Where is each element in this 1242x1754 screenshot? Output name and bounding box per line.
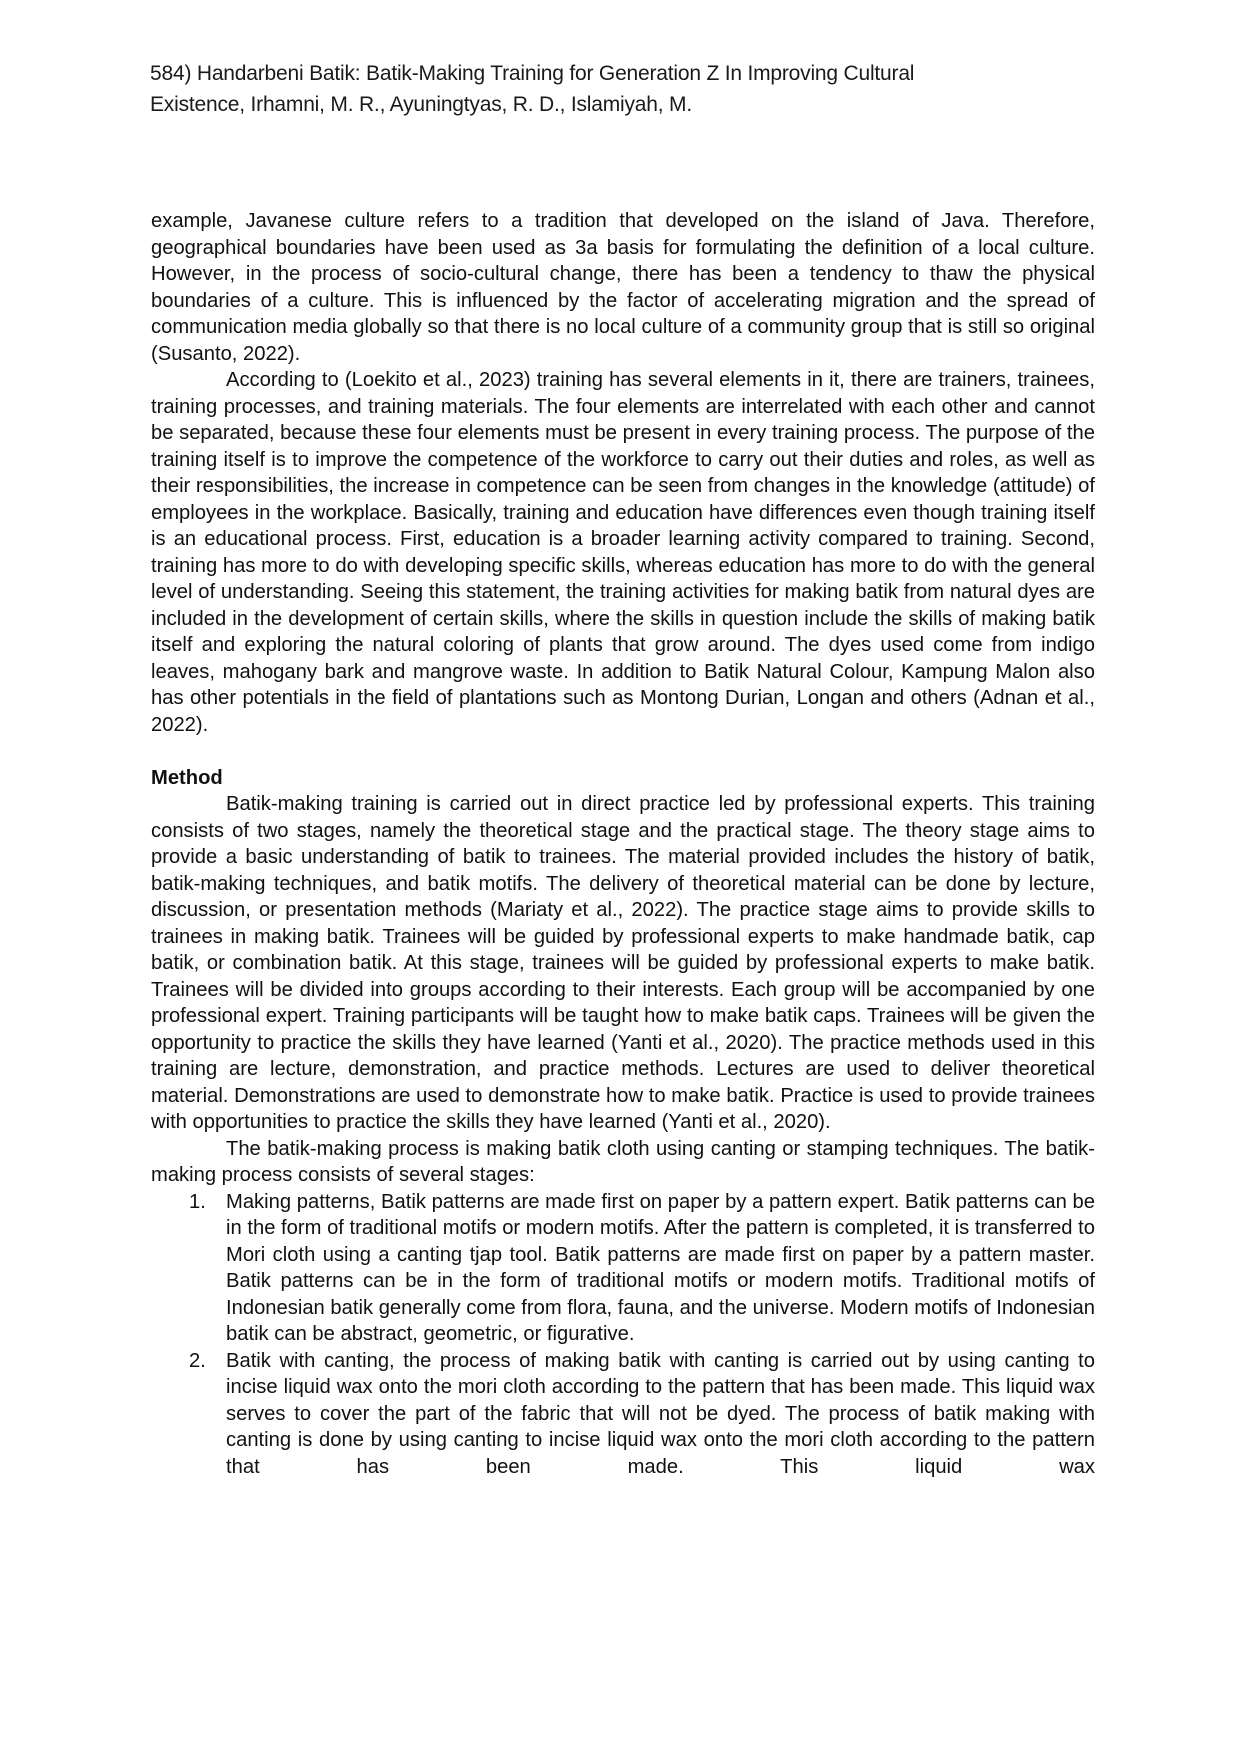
method-paragraph-process: The batik-making process is making batik cloth using canting or stamping techniques. The batik-making process consists of several stages: — [151, 1137, 1095, 1186]
body-paragraph-continued: example, Javanese culture refers to a tradition that developed on the island of Java. Therefore, geographical boundaries have been used as 3a basis for formulating the definition of a local culture. However, in the process of socio-cultural change, there has been a tendency to thaw the physical boundaries of a culture. This is influenced by the factor of accelerating migration and the spread of communication media globally so that there is no local culture of a community group that is still so original (Susanto, 2022). — [151, 210, 1095, 365]
body-paragraph-training-elements: According to (Loekito et al., 2023) training has several elements in it, there are trainers, trainees, training processes, and training materials. The four elements are interrelated with each other and cannot be separated, because these four elements must be present in every training process. The purpose of the training itself is to improve the competence of the workforce to carry out their duties and roles, as well as their responsibilities, the increase in competence can be seen from changes in the knowledge (attitude) of employees in the workplace. Basically, training and education have differences even though training itself is an educational process. First, education is a broader learning activity compared to training. Second, training has more to do with developing specific skills, whereas education has more to do with the general level of understanding. Seeing this statement, the training activities for making batik from natural dyes are included in the development of certain skills, where the skills in question include the skills of making batik itself and exploring the natural coloring of plants that grow around. The dyes used come from indigo leaves, mahogany bark and mangrove waste. In addition to Batik Natural Colour, Kampung Malon also has other potentials in the field of plantations such as Montong Durian, Longan and others (Adnan et al., 2022). — [151, 369, 1095, 736]
list-item-text: Making patterns, Batik patterns are made first on paper by a pattern expert. Batik patterns can be in the form of traditional motifs or modern motifs. After the pattern is completed, it is transferred to Mori cloth using a canting tjap tool. Batik patterns are made first on paper by a pattern master. Batik patterns can be in the form of traditional motifs or modern motifs. Traditional motifs of Indonesian batik generally come from flora, fauna, and the universe. Modern motifs of Indonesian batik can be abstract, geometric, or figurative. — [226, 1190, 1095, 1345]
running-header-line-1: 584) Handarbeni Batik: Batik-Making Training for Generation Z In Improving Cultural — [150, 62, 915, 85]
running-header — [150, 58, 1030, 120]
method-paragraph-training: Batik-making training is carried out in direct practice led by professional experts. This training consists of two stages, namely the theoretical stage and the practical stage. The theory stage aims to provide a basic understanding of batik to trainees. The material provided includes the history of batik, batik-making techniques, and batik motifs. The delivery of theoretical material can be done by lecture, discussion, or presentation methods (Mariaty et al., 2022). The practice stage aims to provide skills to trainees in making batik. Trainees will be guided by professional experts to make handmade batik, cap batik, or combination batik. At this stage, trainees will be guided by professional experts to make batik. Trainees will be divided into groups according to their interests. Each group will be accompanied by one professional expert. Training participants will be taught how to make batik caps. Trainees will be given the opportunity to practice the skills they have learned (Yanti et al., 2020). The practice methods used in this training are lecture, demonstration, and practice methods. Lectures are used to deliver theoretical material. Demonstrations are used to demonstrate how to make batik. Practice is used to provide trainees with opportunities to practice the skills they have learned (Yanti et al., 2020). — [151, 793, 1095, 1133]
list-item-batik-with-canting — [151, 1348, 1095, 1481]
list-item-number: 2. — [189, 1349, 206, 1372]
list-item-text: Batik with canting, the process of making batik with canting is carried out by using canting to incise liquid wax onto the mori cloth according to the pattern that has been made. This liquid wax serves to cover the part of the fabric that will not be dyed. The process of batik making with canting is done by using canting to incise liquid wax onto the mori cloth according to the pattern that has been made. This liquid wax — [226, 1349, 1095, 1478]
batik-process-steps-list — [151, 1189, 1095, 1481]
list-item-making-patterns — [151, 1189, 1095, 1348]
list-item-number: 1. — [189, 1190, 206, 1213]
article-body — [151, 208, 1095, 1480]
running-header-line-2: Existence, Irhamni, M. R., Ayuningtyas, R. D., Islamiyah, M. — [150, 93, 692, 116]
section-heading-method: Method — [151, 766, 223, 789]
